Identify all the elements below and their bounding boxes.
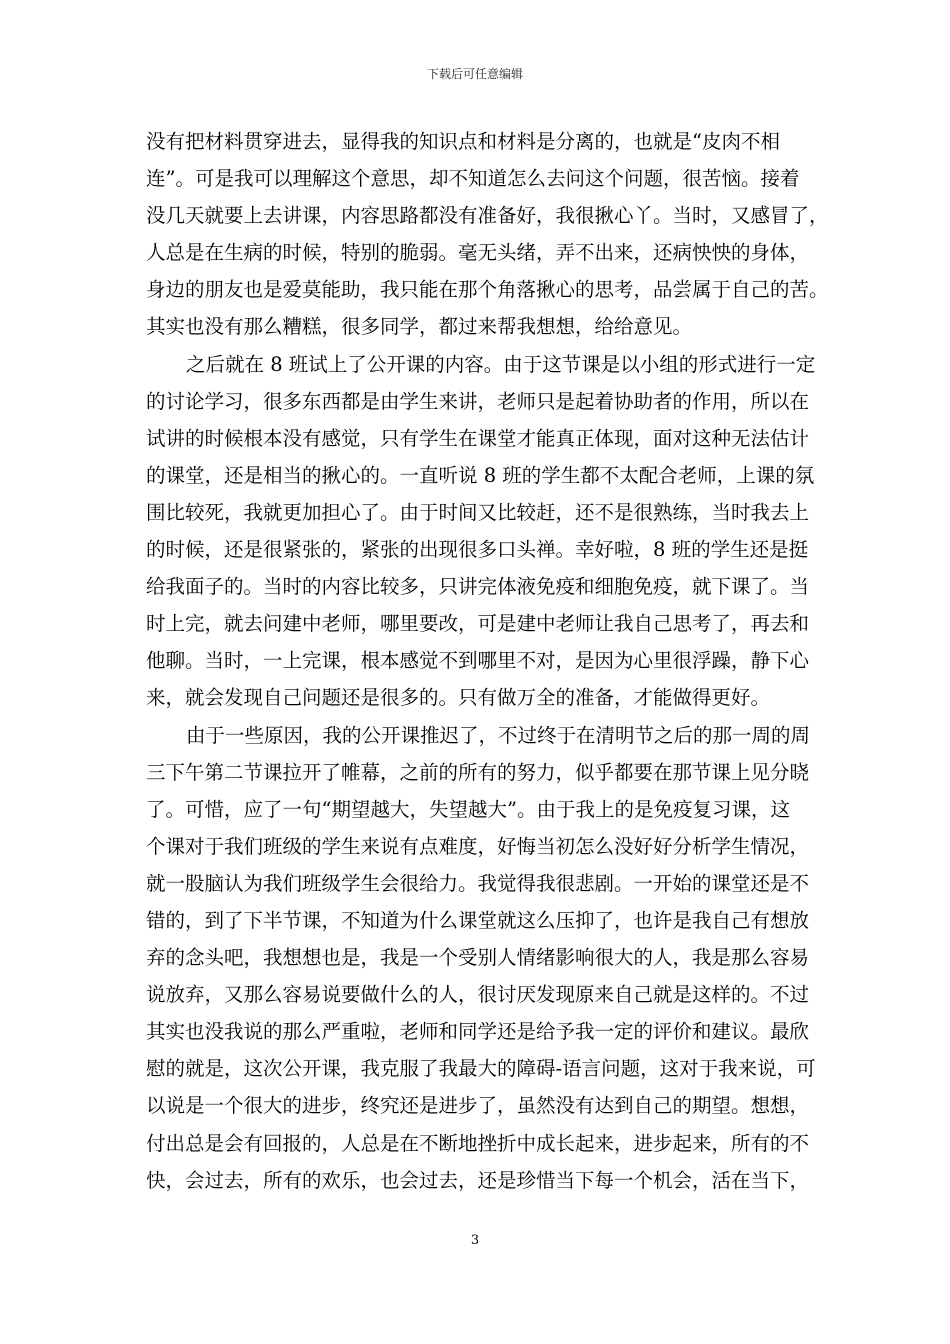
text-line: 弃的念头吧，我想想也是，我是一个受别人情绪影响很大的人，我是那么容易 xyxy=(146,946,810,970)
text-line: 的课堂，还是相当的揪心的。一直听说 8 班的学生都不太配合老师，上课的氛 xyxy=(146,463,815,487)
text-line: 围比较死，我就更加担心了。由于时间又比较赶，还不是很熟练，当时我去上 xyxy=(146,500,810,524)
text-line: 快，会过去，所有的欢乐，也会过去，还是珍惜当下每一个机会，活在当下， xyxy=(146,1168,810,1192)
text-line: 试讲的时候根本没有感觉，只有学生在课堂才能真正体现，面对这种无法估计 xyxy=(146,426,810,450)
paragraph xyxy=(146,346,824,717)
text-line: 其实也没我说的那么严重啦，老师和同学还是给予我一定的评价和建议。最欣 xyxy=(146,1020,810,1044)
text-line: 由于一些原因，我的公开课推迟了，不过终于在清明节之后的那一周的周 xyxy=(186,723,811,747)
text-line: 个课对于我们班级的学生来说有点难度，好悔当初怎么没好好分析学生情况， xyxy=(146,834,810,858)
text-line: 人总是在生病的时候，特别的脆弱。毫无头绪，弄不出来，还病怏怏的身体， xyxy=(146,241,810,265)
text-line: 的时候，还是很紧张的，紧张的出现很多口头禅。幸好啦，8 班的学生还是挺 xyxy=(146,538,809,562)
text-line: 错的，到了下半节课，不知道为什么课堂就这么压抑了，也许是我自己有想放 xyxy=(146,908,810,932)
text-line: 来，就会发现自己问题还是很多的。只有做万全的准备，才能做得更好。 xyxy=(146,686,771,710)
text-line: 连”。可是我可以理解这个意思，却不知道怎么去问这个问题，很苦恼。接着 xyxy=(146,167,800,191)
paragraph xyxy=(146,717,824,1199)
text-line: 身边的朋友也是爱莫能助，我只能在那个角落揪心的思考，品尝属于自己的苦。 xyxy=(146,278,829,302)
text-line: 付出总是会有回报的，人总是在不断地挫折中成长起来，进步起来，所有的不 xyxy=(146,1131,810,1155)
text-line: 给我面子的。当时的内容比较多，只讲完体液免疫和细胞免疫，就下课了。当 xyxy=(146,575,810,599)
paragraph xyxy=(146,123,829,346)
text-line: 的讨论学习，很多东西都是由学生来讲，老师只是起着协助者的作用，所以在 xyxy=(146,389,810,413)
page-number: 3 xyxy=(470,1233,480,1248)
text-line: 了。可惜，应了一句“期望越大，失望越大”。由于我上的是免疫复习课，这 xyxy=(146,797,790,821)
text-line: 以说是一个很大的进步，终究还是进步了，虽然没有达到自己的期望。想想， xyxy=(146,1094,810,1118)
text-line: 没几天就要上去讲课，内容思路都没有准备好，我很揪心丫。当时，又感冒了， xyxy=(146,204,829,228)
text-line: 其实也没有那么糟糕，很多同学，都过来帮我想想，给给意见。 xyxy=(146,315,693,339)
text-line: 之后就在 8 班试上了公开课的内容。由于这节课是以小组的形式进行一定 xyxy=(186,352,816,376)
text-line: 说放弃，又那么容易说要做什么的人，很讨厌发现原来自己就是这样的。不过 xyxy=(146,983,810,1007)
text-line: 时上完，就去问建中老师，哪里要改，可是建中老师让我自己思考了，再去和 xyxy=(146,612,810,636)
text-line: 没有把材料贯穿进去，显得我的知识点和材料是分离的，也就是“皮肉不相 xyxy=(146,130,780,153)
page-header: 下载后可任意编辑 xyxy=(426,67,523,81)
text-line: 三下午第二节课拉开了帷幕，之前的所有的努力，似乎都要在那节课上见分晓 xyxy=(146,760,810,784)
text-line: 慰的就是，这次公开课，我克服了我最大的障碍-语言问题，这对于我来说，可 xyxy=(146,1057,816,1081)
text-line: 就一股脑认为我们班级学生会很给力。我觉得我很悲剧。一开始的课堂还是不 xyxy=(146,871,810,895)
text-line: 他聊。当时，一上完课，根本感觉不到哪里不对，是因为心里很浮躁，静下心 xyxy=(146,649,810,673)
document-body xyxy=(146,123,829,1199)
